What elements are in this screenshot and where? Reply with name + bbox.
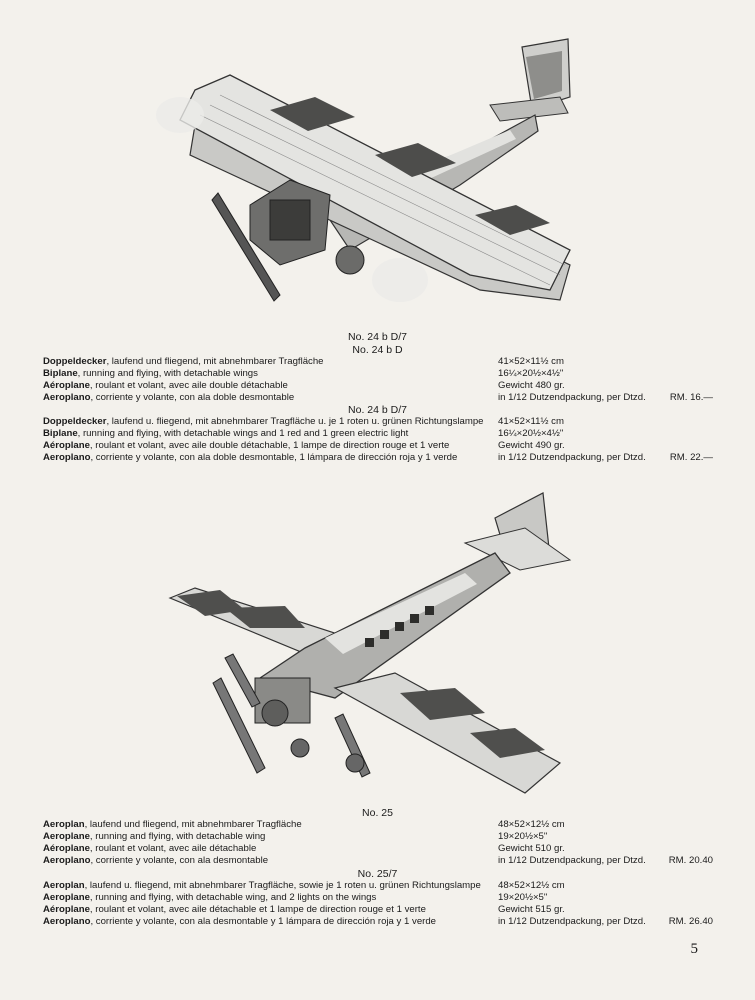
page-number: 5 <box>690 941 698 957</box>
product-heading-24bd7: No. 24 b D/7 <box>348 331 407 343</box>
list-item: Aeroplano, corriente y volante, con ala desmontable in 1/12 Dutzendpackung, per Dtzd. RM. 20.40 <box>43 855 713 866</box>
monoplane-illustration <box>165 488 575 803</box>
list-item: Aeroplane, running and flying, with detachable wing, and 2 lights on the wings 19×20½×5" <box>43 892 548 903</box>
list-item: Aéroplane, roulant et volant, avec aile détachable Gewicht 510 gr. <box>43 843 565 854</box>
list-item: Aeroplano, corriente y volante, con ala doble desmontable, 1 lámpara de dirección roja y 1 verde in 1/12 Dutzendpackung, per Dtzd. RM. 22.— <box>43 452 713 463</box>
list-item: Aéroplane, roulant et volant, avec aile double détachable, 1 lampe de direction rouge et 1 verte Gewicht 490 gr. <box>43 440 565 451</box>
list-item: Biplane, running and flying, with detachable wings 16¼×20½×4½" <box>43 368 564 379</box>
list-item: Aeroplano, corriente y volante, con ala doble desmontable in 1/12 Dutzendpackung, per Dtzd. RM. 16.— <box>43 392 713 403</box>
list-item: Aeroplano, corriente y volante, con ala desmontable y 1 lámpara de dirección roja y 1 verde in 1/12 Dutzendpackung, per Dtzd. RM. 26.40 <box>43 916 713 927</box>
product-heading-25: No. 25 <box>362 807 393 819</box>
biplane-illustration <box>150 35 590 325</box>
list-item: Doppeldecker, laufend u. fliegend, mit abnehmbarer Tragfläche u. je 1 roten u. grünen Richtungslampe 41×52×11½ cm <box>43 416 564 427</box>
list-item: Aéroplane, roulant et volant, avec aile détachable et 1 lampe de direction rouge et 1 verte Gewicht 515 gr. <box>43 904 565 915</box>
variant-heading-24bd7: No. 24 b D/7 <box>348 404 407 416</box>
list-item: Doppeldecker, laufend und fliegend, mit abnehmbarer Tragfläche 41×52×11½ cm <box>43 356 564 367</box>
list-item: Aéroplane, roulant et volant, avec aile double détachable Gewicht 480 gr. <box>43 380 565 391</box>
variant-heading-25-7: No. 25/7 <box>357 868 398 880</box>
list-item: Aeroplan, laufend u. fliegend, mit abnehmbarer Tragfläche, sowie je 1 roten u. grünen Richtungslampe 48×52×12½ cm <box>43 880 565 891</box>
list-item: Aeroplan, laufend und fliegend, mit abnehmbarer Tragfläche 48×52×12½ cm <box>43 819 565 830</box>
list-item: Biplane, running and flying, with detachable wings and 1 red and 1 green electric light 16¼×20½×4½" <box>43 428 564 439</box>
variant-heading-24bd: No. 24 b D <box>352 344 403 356</box>
list-item: Aeroplane, running and flying, with detachable wing 19×20½×5" <box>43 831 548 842</box>
